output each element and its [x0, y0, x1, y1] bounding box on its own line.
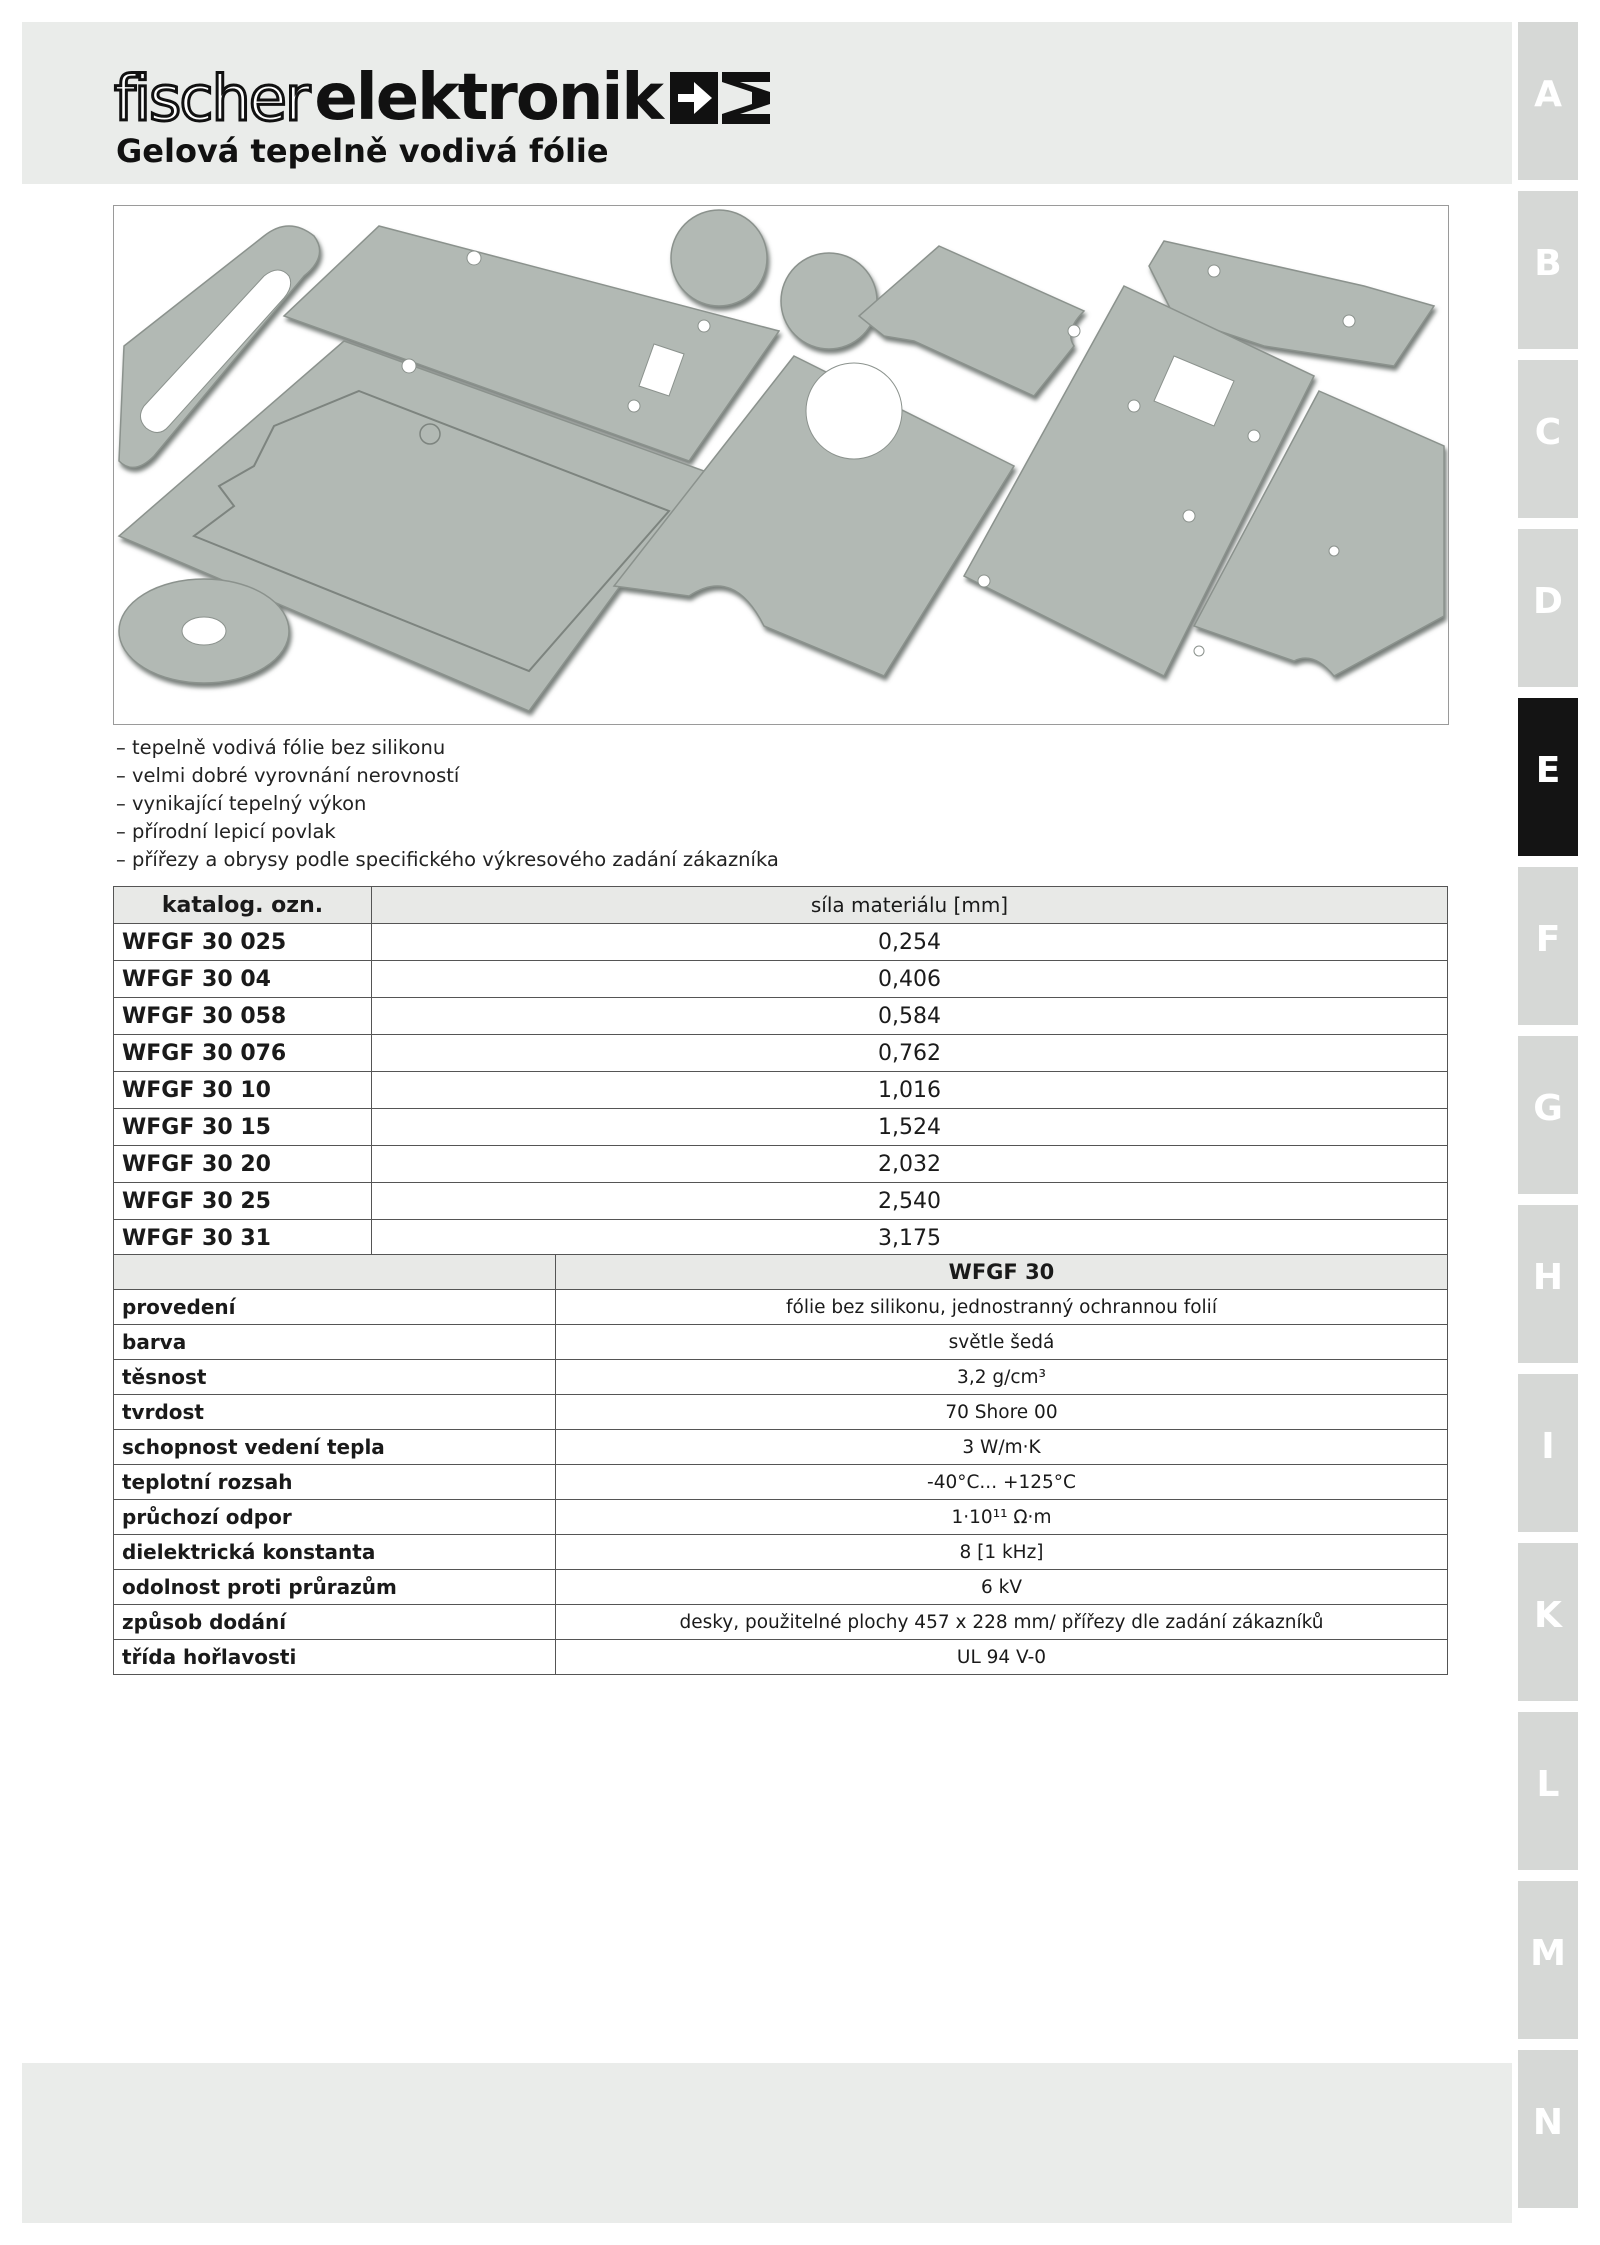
section-tab-n[interactable]: N: [1518, 2050, 1578, 2208]
section-tab-d[interactable]: D: [1518, 529, 1578, 687]
property-value: fólie bez silikonu, jednostranný ochrannou folií: [556, 1290, 1448, 1325]
section-tab-a[interactable]: A: [1518, 22, 1578, 180]
table-header-row: [114, 887, 1448, 924]
property-name: průchozí odpor: [114, 1500, 556, 1535]
thickness-table: [113, 886, 1448, 1257]
property-value: 70 Shore 00: [556, 1395, 1448, 1430]
table-row: [114, 1465, 1448, 1500]
section-tab-e[interactable]: E: [1518, 698, 1578, 856]
property-name: způsob dodání: [114, 1605, 556, 1640]
table-row: [114, 1325, 1448, 1360]
catalog-code: WFGF 30 31: [114, 1220, 372, 1257]
property-name: třída hořlavosti: [114, 1640, 556, 1675]
property-value: 1·10¹¹ Ω·m: [556, 1500, 1448, 1535]
property-value: 8 [1 kHz]: [556, 1535, 1448, 1570]
property-value: 3,2 g/cm³: [556, 1360, 1448, 1395]
page-title: Gelová tepelně vodivá fólie: [116, 132, 609, 170]
table-row: [114, 1360, 1448, 1395]
pad-notched-rect: [859, 246, 1084, 396]
table-row: [114, 1035, 1448, 1072]
brand-logo: [114, 40, 770, 135]
table-row: [114, 1183, 1448, 1220]
properties-table: [113, 1254, 1448, 1675]
product-photo: [113, 205, 1449, 725]
section-tab-l[interactable]: L: [1518, 1712, 1578, 1870]
catalog-code: WFGF 30 04: [114, 961, 372, 998]
section-tab-strip: [1518, 22, 1578, 2219]
table-row: [114, 924, 1448, 961]
header-cell: katalog. ozn.: [114, 887, 372, 924]
thickness-value: 0,254: [372, 924, 1448, 961]
property-name: tvrdost: [114, 1395, 556, 1430]
logo-fischer-text: fischer: [114, 62, 309, 135]
property-value: -40°C... +125°C: [556, 1465, 1448, 1500]
property-name: těsnost: [114, 1360, 556, 1395]
property-name: schopnost vedení tepla: [114, 1430, 556, 1465]
feature-item: – vynikající tepelný výkon: [116, 790, 779, 818]
section-tab-c[interactable]: C: [1518, 360, 1578, 518]
table-row: [114, 1570, 1448, 1605]
feature-list: [116, 734, 779, 874]
thickness-value: 0,406: [372, 961, 1448, 998]
catalog-code: WFGF 30 058: [114, 998, 372, 1035]
thickness-value: 0,584: [372, 998, 1448, 1035]
table-row: [114, 1109, 1448, 1146]
thickness-value: 1,016: [372, 1072, 1448, 1109]
catalog-code: WFGF 30 025: [114, 924, 372, 961]
table-row: [114, 961, 1448, 998]
thermal-pads-illustration: [114, 206, 1448, 724]
pad-disc-small: [671, 210, 767, 306]
feature-item: – tepelně vodivá fólie bez silikonu: [116, 734, 779, 762]
table-row: [114, 1290, 1448, 1325]
property-value: UL 94 V-0: [556, 1640, 1448, 1675]
catalog-code: WFGF 30 20: [114, 1146, 372, 1183]
pad-disc-medium: [781, 253, 877, 349]
thickness-value: 2,540: [372, 1183, 1448, 1220]
section-tab-f[interactable]: F: [1518, 867, 1578, 1025]
property-name: odolnost proti průrazům: [114, 1570, 556, 1605]
catalog-code: WFGF 30 10: [114, 1072, 372, 1109]
thickness-value: 0,762: [372, 1035, 1448, 1072]
table-row: [114, 1500, 1448, 1535]
property-name: dielektrická konstanta: [114, 1535, 556, 1570]
property-name: provedení: [114, 1290, 556, 1325]
feature-item: – přířezy a obrysy podle specifického výkresového zadání zákazníka: [116, 846, 779, 874]
thickness-value: 2,032: [372, 1146, 1448, 1183]
property-value: 3 W/m·K: [556, 1430, 1448, 1465]
table-row: [114, 1220, 1448, 1257]
property-name: barva: [114, 1325, 556, 1360]
property-value: 6 kV: [556, 1570, 1448, 1605]
header-cell: WFGF 30: [556, 1255, 1448, 1290]
section-tab-m[interactable]: M: [1518, 1881, 1578, 2039]
feature-item: – velmi dobré vyrovnání nerovností: [116, 762, 779, 790]
section-tab-k[interactable]: K: [1518, 1543, 1578, 1701]
catalog-code: WFGF 30 15: [114, 1109, 372, 1146]
logo-arrow-icon: [670, 70, 770, 126]
catalog-code: WFGF 30 076: [114, 1035, 372, 1072]
property-value: světle šedá: [556, 1325, 1448, 1360]
section-tab-i[interactable]: I: [1518, 1374, 1578, 1532]
thickness-value: 3,175: [372, 1220, 1448, 1257]
table-row: [114, 1640, 1448, 1675]
table-row: [114, 1535, 1448, 1570]
section-tab-h[interactable]: H: [1518, 1205, 1578, 1363]
logo-elektronik-text: elektronik: [314, 61, 662, 135]
table-header-row: [114, 1255, 1448, 1290]
table-row: [114, 998, 1448, 1035]
table-row: [114, 1395, 1448, 1430]
footer-band: [22, 2063, 1512, 2223]
property-name: teplotní rozsah: [114, 1465, 556, 1500]
table-row: [114, 1430, 1448, 1465]
catalog-code: WFGF 30 25: [114, 1183, 372, 1220]
thickness-value: 1,524: [372, 1109, 1448, 1146]
table-row: [114, 1146, 1448, 1183]
header-cell: [114, 1255, 556, 1290]
property-value: desky, použitelné plochy 457 x 228 mm/ přířezy dle zadání zákazníků: [556, 1605, 1448, 1640]
section-tab-g[interactable]: G: [1518, 1036, 1578, 1194]
header-cell: síla materiálu [mm]: [372, 887, 1448, 924]
header-band: [22, 22, 1512, 184]
feature-item: – přírodní lepicí povlak: [116, 818, 779, 846]
table-row: [114, 1072, 1448, 1109]
section-tab-b[interactable]: B: [1518, 191, 1578, 349]
table-row: [114, 1605, 1448, 1640]
